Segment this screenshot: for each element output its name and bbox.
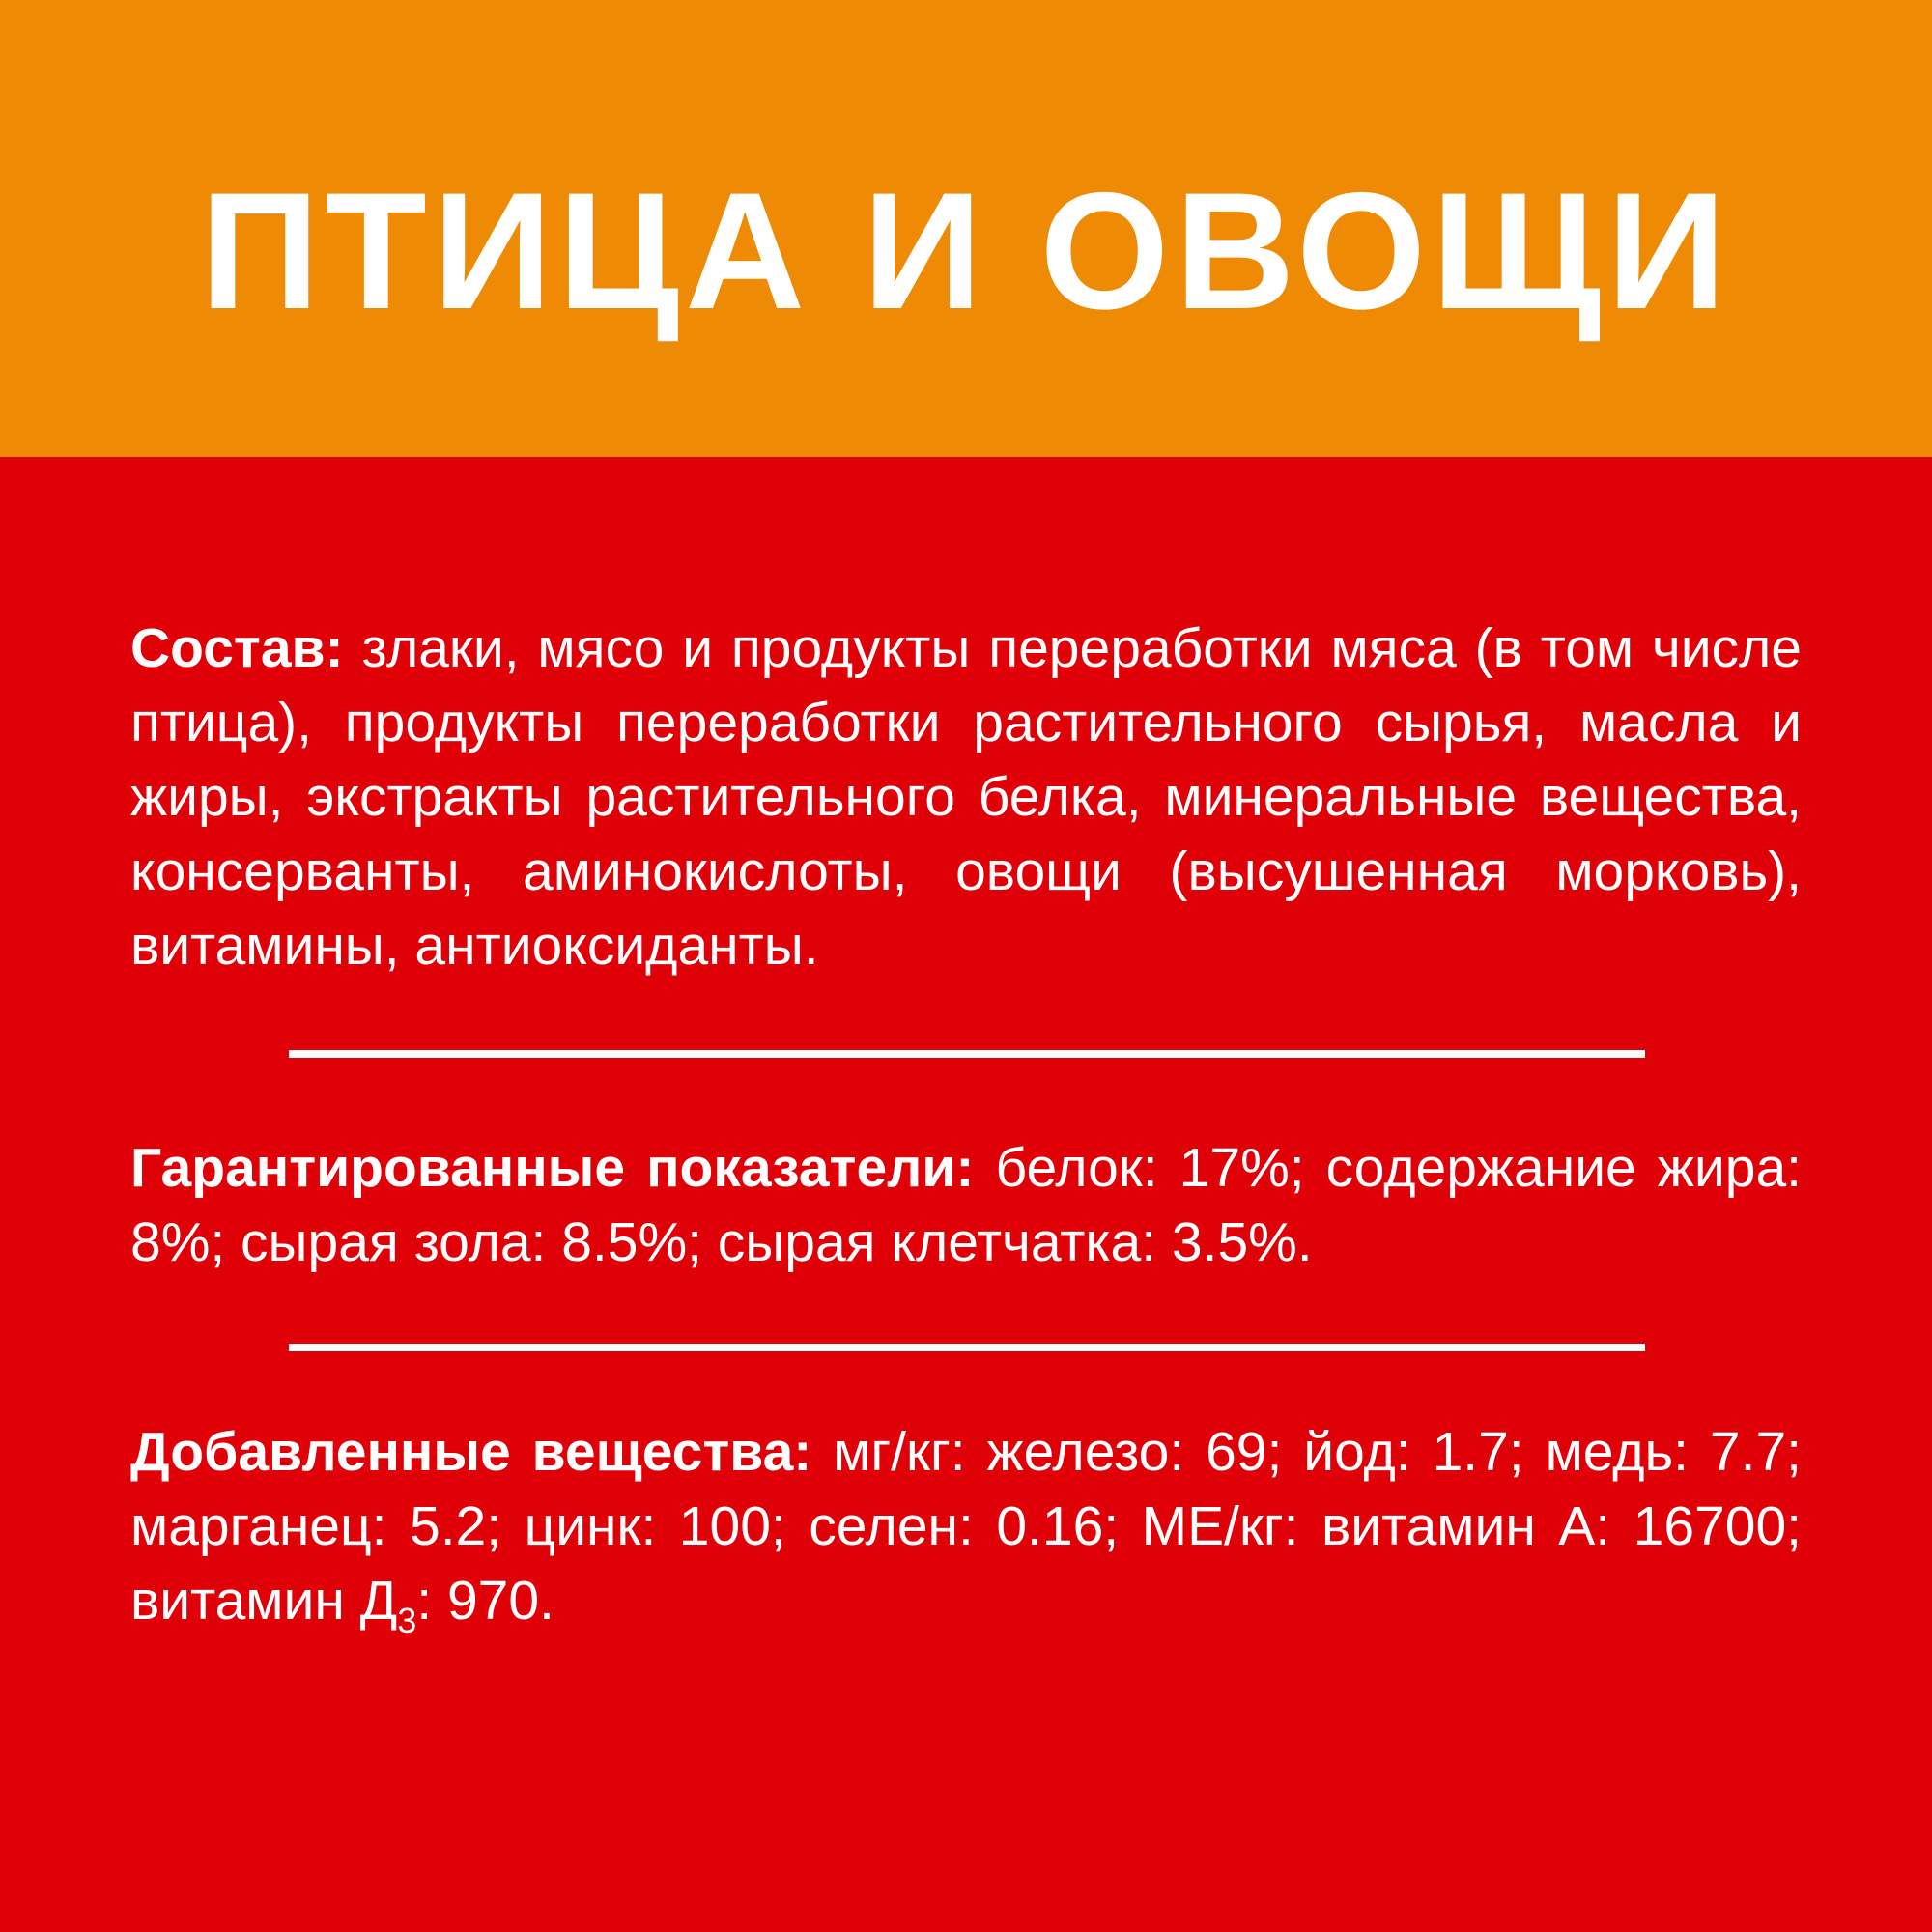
product-title: ПТИЦА И ОВОЩИ (200, 158, 1732, 344)
guaranteed-paragraph (130, 1131, 1802, 1280)
composition-label: Состав: (130, 617, 344, 679)
guaranteed-label: Гарантированные показатели: (130, 1137, 975, 1199)
composition-text: злаки, мясо и продукты переработки мяса (в том числе птица), продукты переработки растительного сырья, масла и жиры, экстракты растительного белка, минеральные вещества, консерванты, аминокислоты, овощи (высушенная морковь), витамины, антиоксиданты. (130, 617, 1802, 977)
divider-1 (289, 1050, 1645, 1058)
additives-tail: : 970. (416, 1570, 554, 1632)
additives-paragraph (130, 1415, 1802, 1638)
divider-2 (289, 1344, 1645, 1351)
composition-paragraph (130, 611, 1802, 983)
info-panel (0, 457, 1932, 1932)
additives-label: Добавленные вещества: (130, 1421, 812, 1483)
guaranteed-text: белок: 17%; содержание жира: 8%; сырая зола: 8.5%; сырая клетчатка: 3.5%. (130, 1137, 1803, 1273)
header-banner (0, 0, 1932, 457)
vitamin-d-subscript: 3 (397, 1601, 417, 1640)
additives-text: мг/кг: железо: 69; йод: 1.7; медь: 7.7; марганец: 5.2; цинк: 100; селен: 0.16; МЕ/кг: витамин А: 16700; витамин Д (130, 1421, 1803, 1632)
